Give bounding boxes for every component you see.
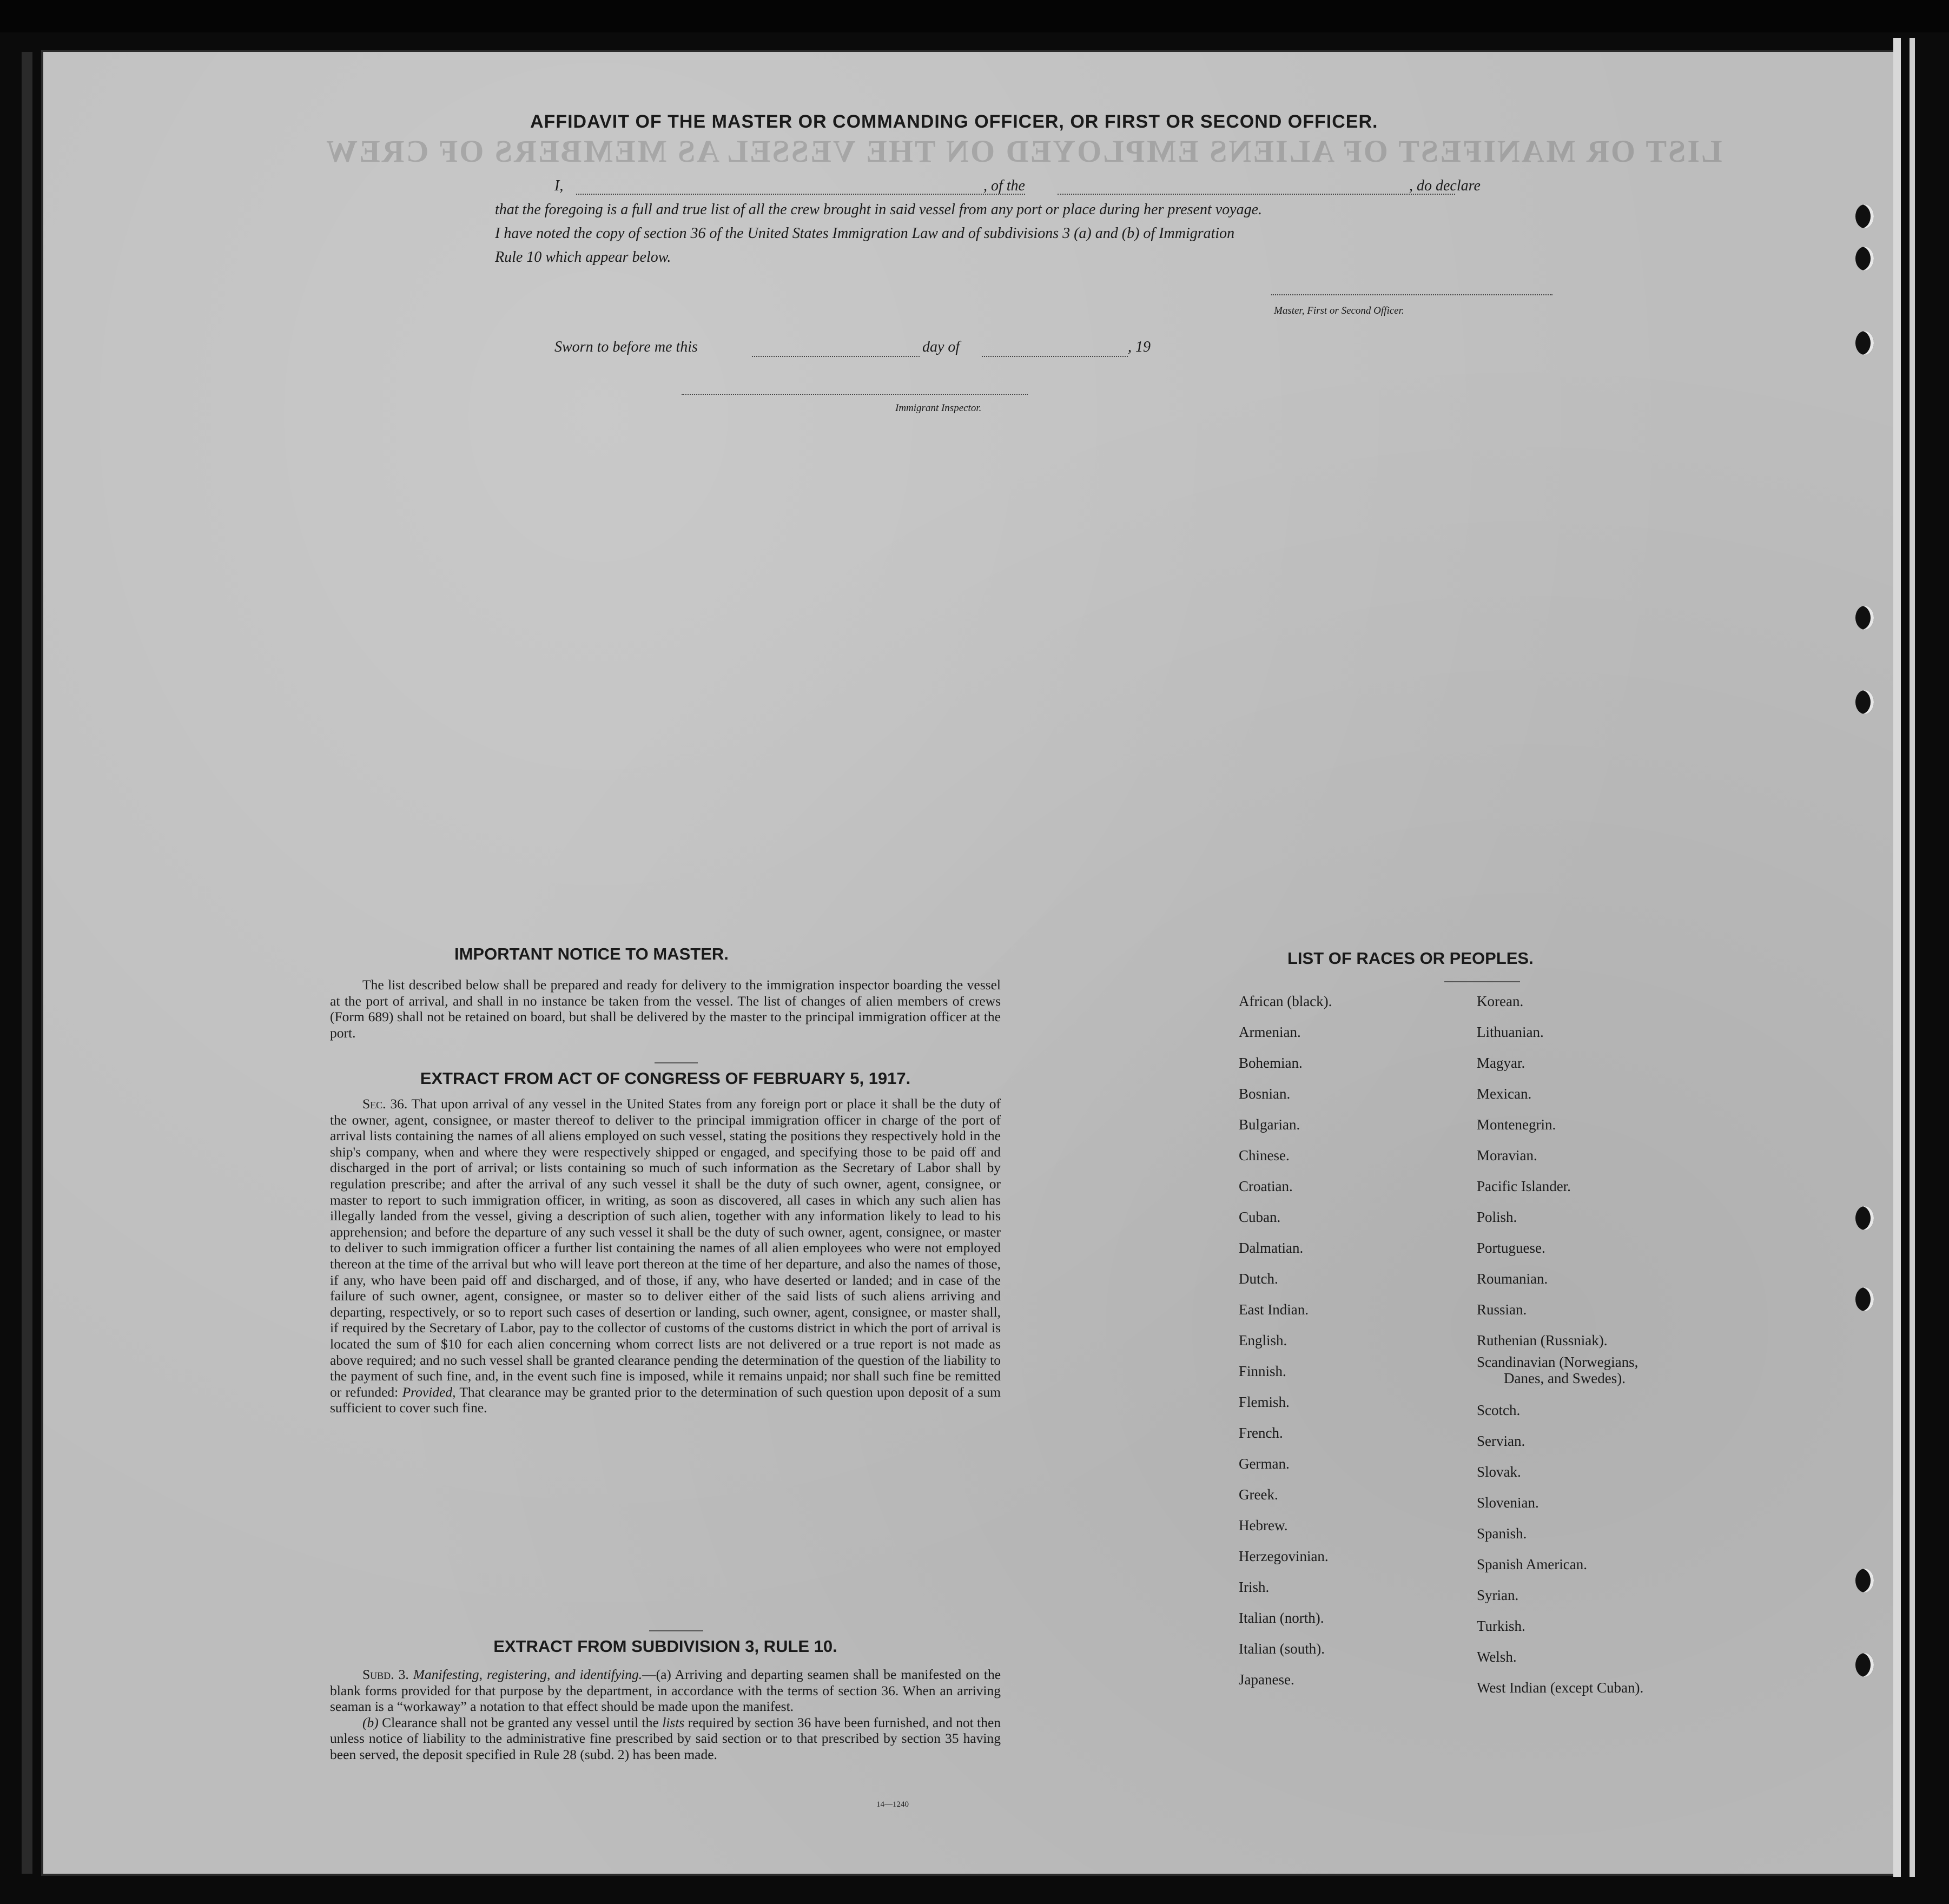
race-item: Greek.: [1239, 1486, 1278, 1503]
divider: [649, 1630, 703, 1631]
race-item: Cuban.: [1239, 1209, 1281, 1225]
divider: [655, 1062, 698, 1063]
race-item: Finnish.: [1239, 1363, 1286, 1379]
race-item: Chinese.: [1239, 1147, 1290, 1163]
affidavit-line-3: I have noted the copy of section 36 of the United States Immigration Law and of subdivisions 3 (a) and (b) of Immigration: [495, 225, 1235, 242]
race-item: German.: [1239, 1456, 1290, 1472]
subd-heading: Manifesting, registering, and identifying.: [413, 1667, 643, 1682]
day-of-label: day of: [922, 339, 960, 355]
notice-title: IMPORTANT NOTICE TO MASTER.: [454, 944, 729, 963]
act-extract-text: [330, 1096, 1001, 1416]
rule-extract-text: [330, 1667, 1001, 1763]
page-stack-edge: [1893, 38, 1901, 1877]
race-item: Scandinavian (Norwegians,: [1477, 1354, 1639, 1370]
race-item: African (black).: [1239, 993, 1332, 1009]
document-page: [43, 52, 1893, 1874]
punch-hole: [1855, 204, 1874, 228]
subd-b-label: (b): [362, 1714, 379, 1730]
affiant-name-line[interactable]: [576, 194, 1025, 195]
year-label: , 19: [1128, 339, 1151, 355]
race-item: Roumanian.: [1477, 1271, 1548, 1287]
punch-hole: [1855, 1206, 1874, 1230]
act-extract-title: EXTRACT FROM ACT OF CONGRESS OF FEBRUARY 5, 1917.: [420, 1069, 911, 1088]
race-item: Bosnian.: [1239, 1086, 1291, 1102]
affidavit-line-4: Rule 10 which appear below.: [495, 249, 671, 266]
section-36-body: That upon arrival of any vessel in the United States from any foreign port or place it shall be the duty of the owner, agent, consignee, or master thereof to deliver to the principal immigration officer in charge of the port of arrival lists containing the names of all aliens employed on such vessel, stating the positions they respectively hold in the ship's company, when and where they were respectively shipped or engaged, and specifying those to be paid off and discharged in the port of arrival; or lists containing so much of such information as the Secretary of Labor shall by regulation prescribe; and after the arrival of any such vessel it shall be the duty of such owner, agent, consignee, or master to report to such immigration officer, in writing, as soon as discovered, all cases in which any such alien has illegally landed from the vessel, giving a description of such alien, together with any information likely to lead to his apprehension; and before the departure of any such vessel it shall be the duty of such owner, agent, consignee, or master to deliver to such immigration officer a further list containing the names of all alien employees who were not employed thereon at the time of the arrival but who will leave port thereon at the time of her departure, and also the names of those, if any, who have been paid off and discharged, and of those, if any, who have deserted or landed; and in case of the failure of such owner, agent, consignee, or master so to deliver either of the said lists of such aliens arriving and departing, respectively, or so to report such cases of desertion or landing, such owner, agent, consignee, or master shall, if required by the Secretary of Labor, pay to the collector of customs of the customs district in which the port of arrival is located the sum of $10 for each alien concerning whom correct lists are not delivered or a true report is not made as above required; and no such vessel shall be granted clearance pending the determination of the question of the liability to the payment of such fine, and, in the event such fine is imposed, while it remains unpaid; nor shall such fine be remitted or refunded:: [330, 1096, 1001, 1400]
master-signature-label: Master, First or Second Officer.: [1274, 305, 1404, 316]
section-36-paragraph: [330, 1096, 1001, 1416]
race-item: Italian (north).: [1239, 1610, 1324, 1626]
race-item: Flemish.: [1239, 1394, 1290, 1410]
punch-hole: [1855, 1653, 1874, 1677]
race-item: Portuguese.: [1477, 1240, 1545, 1256]
punch-hole: [1855, 1287, 1874, 1311]
race-item: Turkish.: [1477, 1618, 1525, 1634]
race-item: Dutch.: [1239, 1271, 1278, 1287]
race-item: Slovak.: [1477, 1464, 1521, 1480]
punch-hole: [1855, 247, 1874, 270]
affidavit-declare-label: , do declare: [1409, 177, 1481, 194]
race-item: Hebrew.: [1239, 1517, 1288, 1533]
master-signature-line[interactable]: [1271, 294, 1552, 295]
sworn-month-line[interactable]: [982, 356, 1128, 357]
sworn-label: Sworn to before me this: [554, 339, 698, 355]
race-item: Dalmatian.: [1239, 1240, 1304, 1256]
race-item: Montenegrin.: [1477, 1116, 1556, 1133]
subd-b-lists: lists: [662, 1714, 685, 1730]
race-item: Irish.: [1239, 1579, 1270, 1595]
race-item: Spanish American.: [1477, 1556, 1587, 1572]
subd-label: Subd. 3.: [362, 1667, 409, 1682]
subd-a-text: —(a) Arriving and departing seamen shall be manifested on the blank forms provided for that purpose by the department, in accordance with the terms of section 36. When an arriving seaman is a “workaway” a notation to that effect should be made upon the manifest.: [330, 1667, 1001, 1715]
race-item: French.: [1239, 1425, 1283, 1441]
notice-paragraph: The list described below shall be prepared and ready for delivery to the immigration inspector boarding the vessel at the port of arrival, and shall in no instance be taken from the vessel. The list of changes of alien members of crews (Form 689) shall not be retained on board, but shall be delivered by the master to the principal immigration officer at the port.: [330, 977, 1001, 1041]
race-item: Moravian.: [1477, 1147, 1537, 1163]
subd-b-text-2: required by section 36 have been furnished, and not then unless notice of liability to the administrative fine prescribed by said section or to that prescribed by section 35 having been served, the deposit specified in Rule 28 (subd. 2) has been made.: [330, 1714, 1001, 1762]
section-label: Sec. 36.: [362, 1096, 408, 1112]
race-item: Magyar.: [1477, 1055, 1525, 1071]
race-item: Scotch.: [1477, 1402, 1521, 1418]
race-item: Lithuanian.: [1477, 1024, 1544, 1040]
page-stack-edge: [1910, 38, 1915, 1877]
affidavit-title: AFFIDAVIT OF THE MASTER OR COMMANDING OFFICER, OR FIRST OR SECOND OFFICER.: [530, 111, 1378, 132]
inspector-signature-label: Immigrant Inspector.: [895, 402, 982, 414]
race-item: Bohemian.: [1239, 1055, 1303, 1071]
race-item: Spanish.: [1477, 1525, 1527, 1542]
race-item: Welsh.: [1477, 1649, 1517, 1665]
race-item: Croatian.: [1239, 1178, 1293, 1194]
punch-hole: [1855, 331, 1874, 355]
race-item: Italian (south).: [1239, 1641, 1325, 1657]
punch-hole: [1855, 606, 1874, 630]
race-item: English.: [1239, 1332, 1287, 1348]
section-36-end: That clearance may be granted prior to the determination of such question upon deposit of a sum sufficient to cover such fine.: [330, 1384, 1001, 1416]
affidavit-i-label: I,: [554, 177, 564, 194]
sworn-day-line[interactable]: [752, 356, 920, 357]
affidavit-line-2: that the foregoing is a full and true list of all the crew brought in said vessel from any port or place during her present voyage.: [495, 201, 1263, 218]
race-item: Polish.: [1477, 1209, 1517, 1225]
form-number: 14—1240: [876, 1800, 909, 1809]
subd-a-paragraph: [330, 1667, 1001, 1715]
race-item: Bulgarian.: [1239, 1116, 1300, 1133]
rule-extract-title: EXTRACT FROM SUBDIVISION 3, RULE 10.: [493, 1637, 837, 1656]
race-item: East Indian.: [1239, 1301, 1309, 1318]
race-item: West Indian (except Cuban).: [1477, 1680, 1644, 1696]
race-item: Mexican.: [1477, 1086, 1532, 1102]
binding-edge: [22, 52, 32, 1874]
affidavit-of-the-label: , of the: [983, 177, 1025, 194]
subd-b-text-1: Clearance shall not be granted any vessel until the: [382, 1714, 659, 1730]
race-item: Japanese.: [1239, 1671, 1294, 1688]
vessel-name-line[interactable]: [1058, 194, 1455, 195]
race-item: Russian.: [1477, 1301, 1527, 1318]
punch-hole: [1855, 690, 1874, 714]
scan-border-top: [0, 0, 1949, 32]
races-title: LIST OF RACES OR PEOPLES.: [1287, 949, 1534, 968]
inspector-signature-line[interactable]: [682, 394, 1028, 395]
bleed-through-heading: LIST OR MANIFEST OF ALIENS EMPLOYED ON THE VESSEL AS MEMBERS OF CREW: [325, 134, 1722, 169]
race-item: Herzegovinian.: [1239, 1548, 1329, 1564]
race-item: Ruthenian (Russniak).: [1477, 1332, 1608, 1348]
race-item: Danes, and Swedes).: [1504, 1370, 1626, 1386]
provided-label: Provided,: [402, 1384, 456, 1400]
subd-b-paragraph: [330, 1715, 1001, 1763]
race-item: Korean.: [1477, 993, 1524, 1009]
divider: [1444, 981, 1520, 982]
race-item: Armenian.: [1239, 1024, 1301, 1040]
notice-text: [330, 977, 1001, 1041]
punch-hole: [1855, 1569, 1874, 1592]
race-item: Slovenian.: [1477, 1495, 1539, 1511]
race-item: Syrian.: [1477, 1587, 1519, 1603]
race-item: Pacific Islander.: [1477, 1178, 1571, 1194]
race-item: Servian.: [1477, 1433, 1525, 1449]
